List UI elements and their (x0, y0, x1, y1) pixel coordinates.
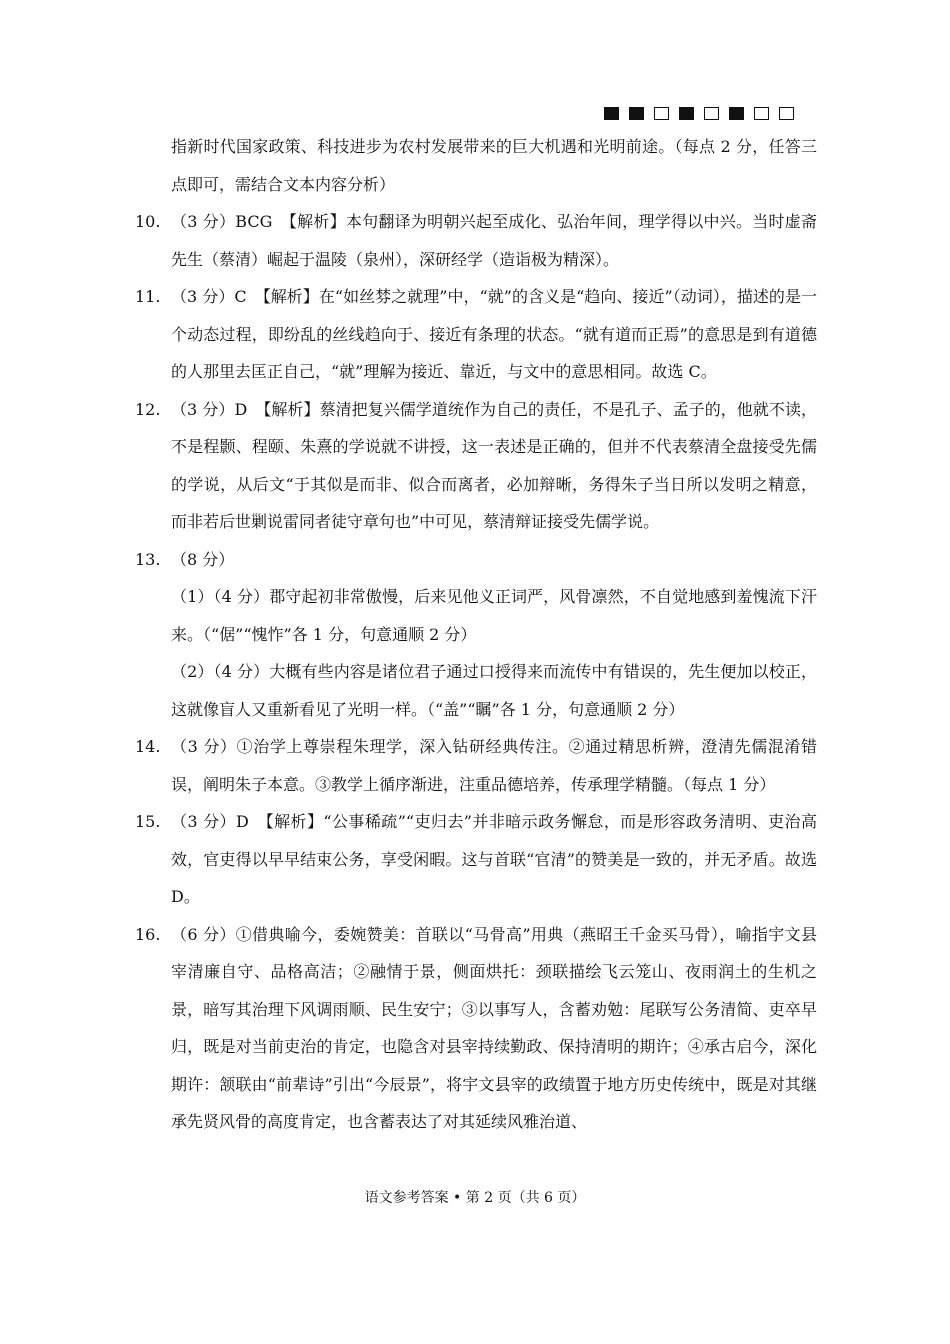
header-marks (604, 107, 794, 120)
item-text: （3 分）BCG 【解析】本句翻译为明朝兴起至成化、弘治年间，理学得以中兴。当时虚斋先生（蔡清）崛起于温陵（泉州），深研经学（造诣极为精深）。 (171, 212, 817, 269)
item-number: 11. (135, 287, 161, 306)
item-number: 13. (135, 549, 161, 569)
item-number: 12. (135, 399, 161, 419)
item-number: 16. (135, 924, 161, 944)
answer-content (135, 128, 817, 1141)
header-mark (629, 107, 644, 120)
item-text: （8 分） (171, 549, 235, 569)
answer-16 (135, 916, 817, 1141)
header-mark (604, 107, 619, 120)
header-mark (729, 107, 744, 120)
header-mark (704, 107, 719, 120)
item-number: 10. (135, 212, 161, 231)
header-mark (654, 107, 669, 120)
header-mark (754, 107, 769, 120)
answer-15 (135, 803, 817, 916)
answer-13-part-2: （2）（4 分）大概有些内容是诸位君子通过口授得来而流传中有错误的，先生便加以校正，这就像盲人又重新看见了光明一样。（“盖”“瞩”各 1 分，句意通顺 2 分） (171, 662, 817, 719)
item-text: （3 分）C 【解析】在“如丝棼之就理”中，“就”的含义是“趋向、接近”（动词），描述的是一个动态过程，即纷乱的丝线趋向于、接近有条理的状态。“就有道而正焉”的意思是到有道德的人那里去匡正自己，“就”理解为接近、靠近，与文中的意思相同。故选 C。 (171, 287, 817, 381)
item-text: （3 分）①治学上尊崇程朱理学，深入钻研经典传注。②通过精思析辨，澄清先儒混淆错误，阐明朱子本意。③教学上循序渐进，注重品德培养，传承理学精髓。（每点 1 分） (171, 737, 817, 794)
item-number: 15. (135, 812, 161, 831)
answer-10 (135, 203, 817, 278)
answer-13 (135, 541, 817, 579)
item-text: （6 分）①借典喻今，委婉赞美：首联以“马骨高”用典（燕昭王千金买马骨），喻指宇文县宰清廉自守、品格高洁；②融情于景，侧面烘托：颈联描绘飞云笼山、夜雨润土的生机之景，暗写其治理下风调雨顺、民生安宁；③以事写人，含蓄劝勉：尾联写公务清简、吏卒早归，既是对当前吏治的肯定，也隐含对县宰持续勤政、保持清明的期许；④承古启今，深化期许：颔联由“前辈诗”引出“今辰景”，将宇文县宰的政绩置于地方历史传统中，既是对其继承先贤风骨的高度肯定，也含蓄表达了对其延续风雅治道、 (171, 924, 817, 1131)
answer-13-part-1: （1）（4 分）郡守起初非常傲慢，后来见他义正词严，风骨凛然，不自觉地感到羞愧流下汗来。（“倨”“愧怍”各 1 分，句意通顺 2 分） (171, 587, 817, 644)
header-mark (679, 107, 694, 120)
item-text: （3 分）D 【解析】蔡清把复兴儒学道统作为自己的责任，不是孔子、孟子的，他就不读，不是程颢、程颐、朱熹的学说就不讲授，这一表述是正确的，但并不代表蔡清全盘接受先儒的学说，从后文“于其似是而非、似合而离者，必加辩晰，务得朱子当日所以发明之精意，而非若后世剿说雷同者徒守章句也”中可见，蔡清辩证接受先儒学说。 (171, 399, 817, 531)
answer-12 (135, 391, 817, 541)
continuation-paragraph: 指新时代国家政策、科技进步为农村发展带来的巨大机遇和光明前途。（每点 2 分，任答三点即可，需结合文本内容分析） (171, 137, 817, 194)
answer-14 (135, 728, 817, 803)
page-footer: 语文参考答案 • 第 2 页（共 6 页） (364, 1190, 586, 1206)
answer-11 (135, 278, 817, 391)
header-mark (779, 107, 794, 120)
item-text: （3 分）D 【解析】“公事稀疏”“吏归去”并非暗示政务懈怠，而是形容政务清明、吏治高效，官吏得以早早结束公务，享受闲暇。这与首联“官清”的赞美是一致的，并无矛盾。故选 D。 (171, 812, 817, 906)
item-number: 14. (135, 737, 161, 756)
